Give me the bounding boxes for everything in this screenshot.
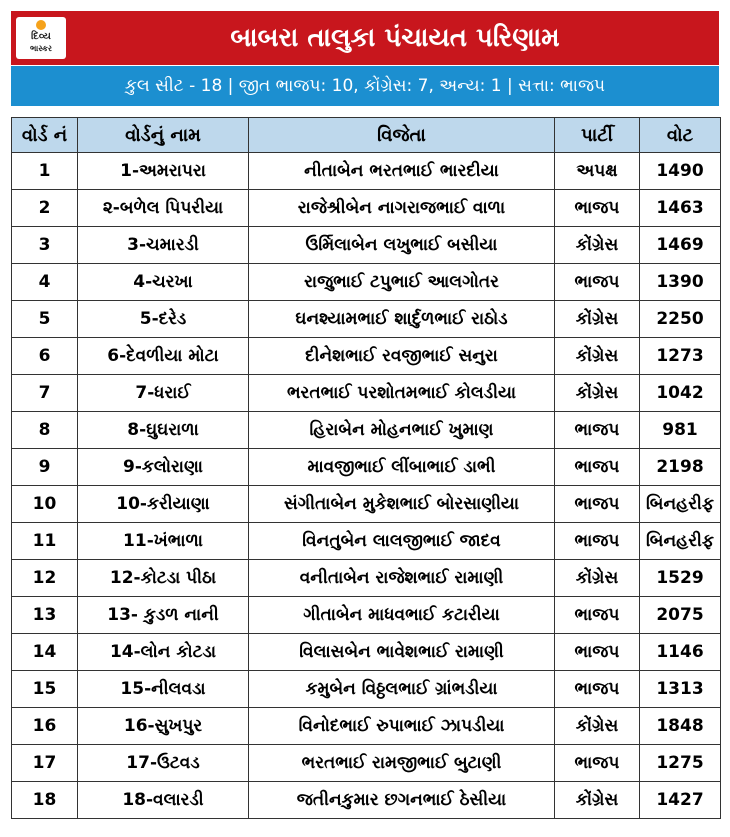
winner-cell: વનીતાબેન રાજેશભાઈ રામાણી [249, 560, 555, 597]
ward-no-cell: 6 [12, 338, 78, 375]
winner-cell: ગીતાબેન માધવભાઈ કટારીયા [249, 597, 555, 634]
ward-no-cell: 2 [12, 190, 78, 227]
table-row [12, 301, 721, 338]
winner-cell: દીનેશભાઈ રવજીભાઈ સનુરા [249, 338, 555, 375]
table-row [12, 634, 721, 671]
table-row [12, 708, 721, 745]
ward-name-cell: 12-કોટડા પીઠા [78, 560, 249, 597]
ward-name-cell: 4-ચરખા [78, 264, 249, 301]
table-row [12, 264, 721, 301]
ward-no-cell: 8 [12, 412, 78, 449]
votes-cell: 1469 [640, 227, 721, 264]
party-cell: ભાજપ [555, 634, 640, 671]
votes-cell: 1463 [640, 190, 721, 227]
ward-name-cell: 3-ચમારડી [78, 227, 249, 264]
party-cell: ભાજપ [555, 523, 640, 560]
ward-name-cell: 8-ઘુઘરાળા [78, 412, 249, 449]
ward-no-cell: 3 [12, 227, 78, 264]
votes-cell: 1273 [640, 338, 721, 375]
party-cell: ભાજપ [555, 745, 640, 782]
party-cell: કોંગ્રેસ [555, 782, 640, 819]
table-row [12, 153, 721, 190]
party-cell: કોંગ્રેસ [555, 560, 640, 597]
header-party: પાર્ટી [555, 118, 640, 153]
table-row [12, 745, 721, 782]
votes-cell: 1146 [640, 634, 721, 671]
table-row [12, 782, 721, 819]
header-votes: વોટ [640, 118, 721, 153]
winner-cell: રાજેશ્રીબેન નાગરાજભાઈ વાળા [249, 190, 555, 227]
ward-name-cell: 17-ઉટવડ [78, 745, 249, 782]
votes-cell: 1313 [640, 671, 721, 708]
party-cell: ભાજપ [555, 412, 640, 449]
ward-no-cell: 15 [12, 671, 78, 708]
party-cell: અપક્ષ [555, 153, 640, 190]
party-cell: ભાજપ [555, 671, 640, 708]
logo-text-line1: દિવ્ય [31, 31, 51, 42]
ward-name-cell: 18-વલારડી [78, 782, 249, 819]
winner-cell: સંગીતાબેન મુકેશભાઈ બોરસાણીયા [249, 486, 555, 523]
votes-cell: બિનહરીફ [640, 486, 721, 523]
header-winner: વિજેતા [249, 118, 555, 153]
table-row [12, 560, 721, 597]
table-row [12, 449, 721, 486]
header-ward-name: વોર્ડનું નામ [78, 118, 249, 153]
table-header-row [12, 118, 721, 153]
summary-bar [11, 66, 719, 106]
ward-no-cell: 7 [12, 375, 78, 412]
table-row [12, 227, 721, 264]
party-cell: ભાજપ [555, 264, 640, 301]
ward-name-cell: 15-નીલવડા [78, 671, 249, 708]
table-row [12, 190, 721, 227]
winner-cell: માવજીભાઈ લીંબાભાઈ ડાભી [249, 449, 555, 486]
summary-text: કુલ સીટ - 18 | જીત ભાજપ: 10, કોંગ્રેસ: 7, અન્ય: 1 | સત્તા: ભાજપ [124, 76, 606, 96]
ward-no-cell: 1 [12, 153, 78, 190]
winner-cell: કમુબેન વિઠ્ઠલભાઈ ગ્રાંભડીયા [249, 671, 555, 708]
header-ward-no: વોર્ડ નં [12, 118, 78, 153]
winner-cell: વિનોદભાઈ રુપાભાઈ ઝાપડીયા [249, 708, 555, 745]
ward-no-cell: 5 [12, 301, 78, 338]
results-table [11, 117, 721, 819]
ward-no-cell: 14 [12, 634, 78, 671]
party-cell: કોંગ્રેસ [555, 708, 640, 745]
votes-cell: 1427 [640, 782, 721, 819]
winner-cell: ઘનશ્યામભાઈ શાર્દુળભાઈ રાઠોડ [249, 301, 555, 338]
votes-cell: 1275 [640, 745, 721, 782]
table-row [12, 375, 721, 412]
winner-cell: નીતાબેન ભરતભાઈ ભારદીયા [249, 153, 555, 190]
table-row [12, 523, 721, 560]
table-row [12, 338, 721, 375]
logo-text-line2: ભાસ્કર [29, 44, 53, 53]
ward-no-cell: 17 [12, 745, 78, 782]
winner-cell: ભરતભાઈ રામજીભાઈ બુટાણી [249, 745, 555, 782]
ward-name-cell: 5-દરેડ [78, 301, 249, 338]
ward-no-cell: 10 [12, 486, 78, 523]
party-cell: કોંગ્રેસ [555, 375, 640, 412]
sun-icon [36, 20, 46, 30]
winner-cell: જતીનકુમાર છગનભાઈ ઠેસીયા [249, 782, 555, 819]
ward-no-cell: 9 [12, 449, 78, 486]
page-title: બાબરા તાલુકા પંચાયત પરિણામ [230, 23, 560, 53]
ward-name-cell: ૨-બળેલ પિપરીયા [78, 190, 249, 227]
party-cell: ભાજપ [555, 190, 640, 227]
ward-no-cell: 16 [12, 708, 78, 745]
party-cell: ભાજપ [555, 597, 640, 634]
winner-cell: હિરાબેન મોહનભાઈ ખુમાણ [249, 412, 555, 449]
table-row [12, 671, 721, 708]
party-cell: કોંગ્રેસ [555, 338, 640, 375]
votes-cell: બિનહરીફ [640, 523, 721, 560]
ward-no-cell: 13 [12, 597, 78, 634]
party-cell: ભાજપ [555, 449, 640, 486]
votes-cell: 1042 [640, 375, 721, 412]
ward-name-cell: 1-અમરાપરા [78, 153, 249, 190]
winner-cell: વિનતુબેન લાલજીભાઈ જાદવ [249, 523, 555, 560]
party-cell: કોંગ્રેસ [555, 301, 640, 338]
winner-cell: ઉર્મિલાબેન લખુભાઈ બસીયા [249, 227, 555, 264]
winner-cell: રાજુભાઈ ટપુભાઈ આલગોતર [249, 264, 555, 301]
ward-no-cell: 4 [12, 264, 78, 301]
table-row [12, 486, 721, 523]
table-row [12, 412, 721, 449]
votes-cell: 2198 [640, 449, 721, 486]
party-cell: ભાજપ [555, 486, 640, 523]
ward-no-cell: 18 [12, 782, 78, 819]
ward-name-cell: 6-દેવળીયા મોટા [78, 338, 249, 375]
votes-cell: 2250 [640, 301, 721, 338]
ward-name-cell: 13- કુડળ નાની [78, 597, 249, 634]
ward-name-cell: 16-સુખપુર [78, 708, 249, 745]
votes-cell: 1490 [640, 153, 721, 190]
party-cell: કોંગ્રેસ [555, 227, 640, 264]
table-row [12, 597, 721, 634]
winner-cell: વિલાસબેન ભાવેશભાઈ રામાણી [249, 634, 555, 671]
divya-bhaskar-logo [16, 17, 66, 59]
header-banner [11, 11, 719, 65]
ward-name-cell: 10-કરીયાણા [78, 486, 249, 523]
votes-cell: 2075 [640, 597, 721, 634]
votes-cell: 1390 [640, 264, 721, 301]
ward-no-cell: 11 [12, 523, 78, 560]
votes-cell: 981 [640, 412, 721, 449]
ward-name-cell: 7-ધરાઈ [78, 375, 249, 412]
ward-name-cell: 14-લોન કોટડા [78, 634, 249, 671]
votes-cell: 1848 [640, 708, 721, 745]
ward-name-cell: 11-ખંભાળા [78, 523, 249, 560]
ward-name-cell: 9-કલોરાણા [78, 449, 249, 486]
ward-no-cell: 12 [12, 560, 78, 597]
winner-cell: ભરતભાઈ પરશોતમભાઈ કોલડીયા [249, 375, 555, 412]
votes-cell: 1529 [640, 560, 721, 597]
